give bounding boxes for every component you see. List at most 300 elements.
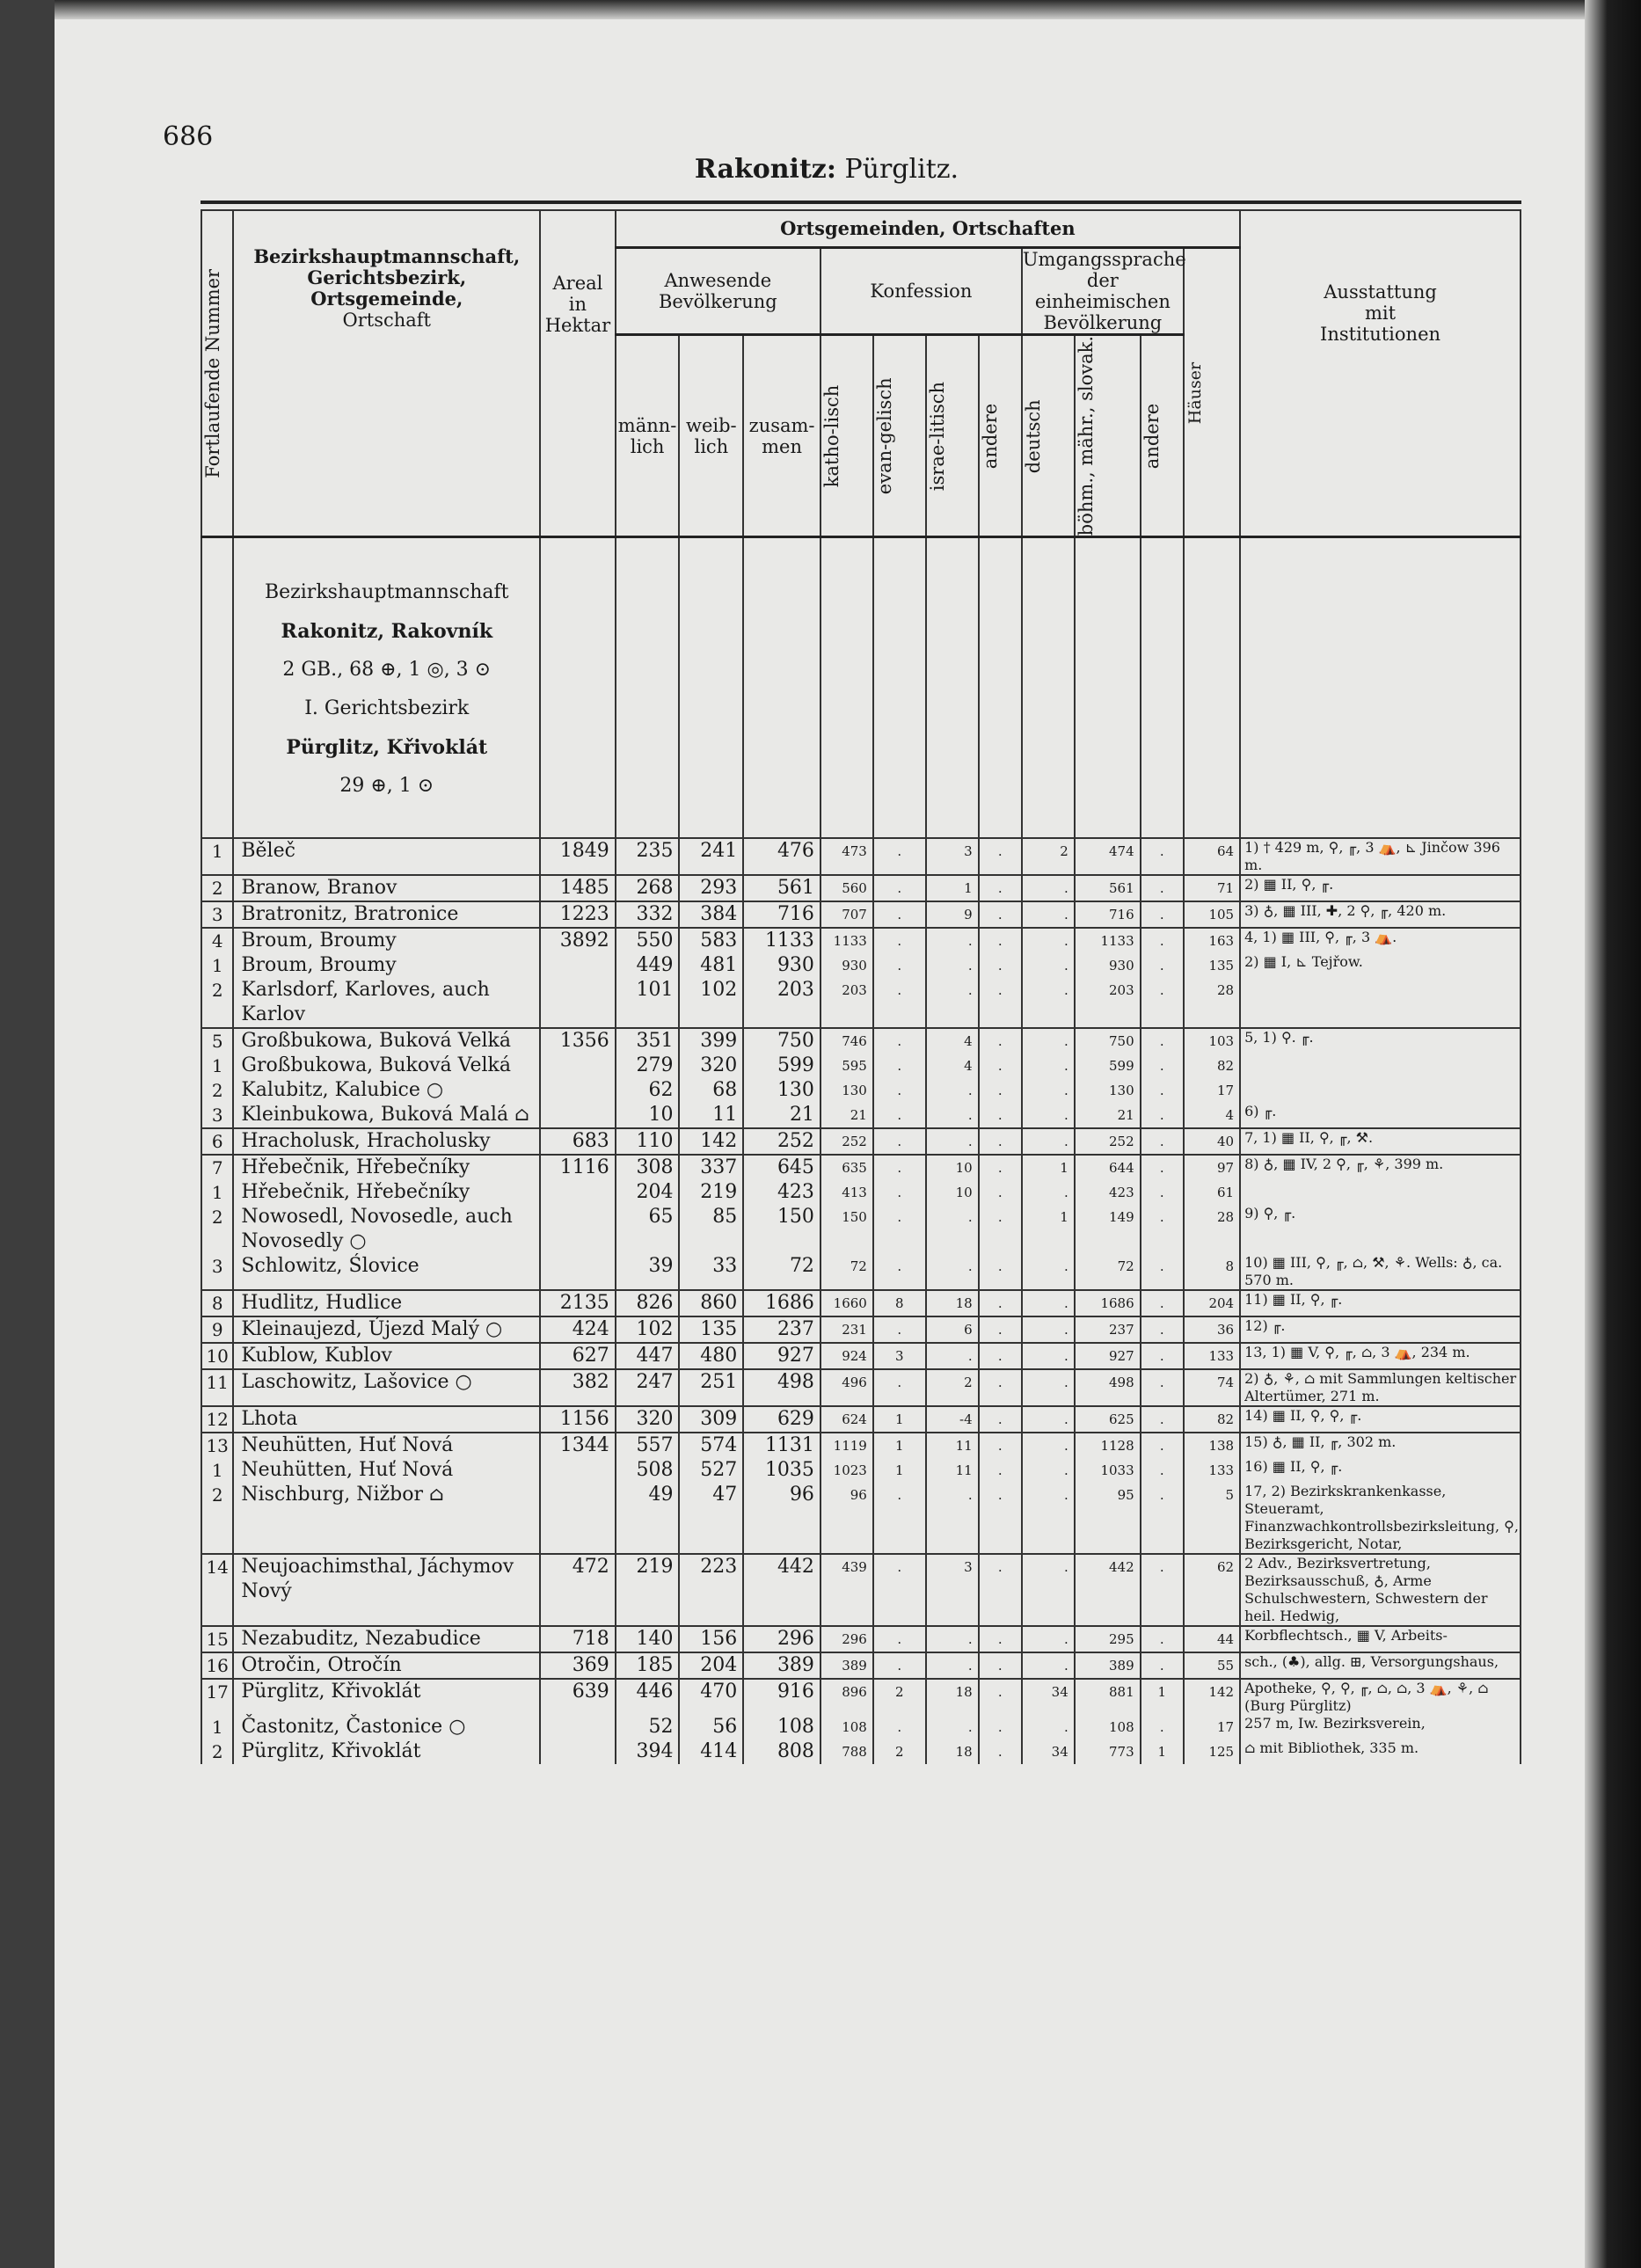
row-israelitisch: .: [926, 1128, 979, 1155]
table-row: [201, 1078, 1521, 1103]
sub-evangelisch: evan-gelisch: [873, 335, 926, 537]
row-institutionen: 7, 1) ▦ II, ⚲, ╓, ⚒.: [1240, 1128, 1521, 1155]
row-institutionen: 257 m, Iw. Bezirksverein,: [1240, 1715, 1521, 1739]
row-number: 2: [201, 1483, 233, 1554]
row-konf-andere: .: [979, 901, 1022, 928]
row-deutsch: 1: [1022, 1155, 1075, 1180]
row-deutsch: .: [1022, 1554, 1075, 1626]
row-name: Schlowitz, Ślovice: [233, 1254, 540, 1290]
row-lang-andere: .: [1141, 1155, 1184, 1180]
row-weiblich: 337: [679, 1155, 743, 1180]
intro-line2: Rakonitz, Rakovník: [281, 620, 493, 644]
row-evangelisch: .: [873, 928, 926, 953]
row-boehmisch: 442: [1075, 1554, 1141, 1626]
row-haeuser: 82: [1184, 1054, 1240, 1078]
row-weiblich: 384: [679, 901, 743, 928]
row-institutionen: 1) † 429 m, ⚲, ╓, 3 ⛺, ⊾ Jinčow 396 m.: [1240, 838, 1521, 875]
row-evangelisch: .: [873, 1652, 926, 1679]
row-areal: 1116: [540, 1155, 616, 1180]
row-lang-andere: .: [1141, 978, 1184, 1028]
running-head-district: Rakonitz:: [694, 154, 836, 185]
row-number: 8: [201, 1290, 233, 1316]
table-row: [201, 1128, 1521, 1155]
row-maennlich: 446: [616, 1679, 680, 1715]
row-haeuser: 5: [1184, 1483, 1240, 1554]
row-areal: 1156: [540, 1406, 616, 1433]
row-evangelisch: 1: [873, 1433, 926, 1458]
row-konf-andere: .: [979, 1739, 1022, 1764]
row-deutsch: .: [1022, 1652, 1075, 1679]
row-haeuser: 82: [1184, 1406, 1240, 1433]
row-maennlich: 332: [616, 901, 680, 928]
row-deutsch: .: [1022, 1054, 1075, 1078]
row-lang-andere: .: [1141, 1205, 1184, 1254]
row-israelitisch: .: [926, 1343, 979, 1369]
row-lang-andere: .: [1141, 1715, 1184, 1739]
row-boehmisch: 130: [1075, 1078, 1141, 1103]
row-haeuser: 4: [1184, 1103, 1240, 1128]
row-lang-andere: .: [1141, 1028, 1184, 1054]
col-inst-line3: Institutionen: [1320, 324, 1441, 345]
row-weiblich: 85: [679, 1205, 743, 1254]
row-maennlich: 49: [616, 1483, 680, 1554]
row-lang-andere: .: [1141, 953, 1184, 978]
row-maennlich: 110: [616, 1128, 680, 1155]
col-areal-header: [540, 210, 616, 537]
table-row: [201, 953, 1521, 978]
row-zusammen: 916: [743, 1679, 820, 1715]
row-katholisch: 635: [820, 1155, 873, 1180]
row-evangelisch: .: [873, 1054, 926, 1078]
row-boehmisch: 773: [1075, 1739, 1141, 1764]
row-name: Otročin, Otročín: [233, 1652, 540, 1679]
umgang-header: [1022, 248, 1184, 335]
row-lang-andere: .: [1141, 1290, 1184, 1316]
row-zusammen: 1131: [743, 1433, 820, 1458]
row-haeuser: 17: [1184, 1715, 1240, 1739]
row-zusammen: 808: [743, 1739, 820, 1764]
row-lang-andere: .: [1141, 1128, 1184, 1155]
col-name-line3: Ortsgemeinde,: [310, 288, 463, 310]
row-name: Nezabuditz, Nezabudice: [233, 1626, 540, 1652]
row-areal: [540, 1180, 616, 1205]
row-maennlich: 320: [616, 1406, 680, 1433]
row-deutsch: 34: [1022, 1679, 1075, 1715]
row-lang-andere: .: [1141, 1483, 1184, 1554]
row-israelitisch: .: [926, 1103, 979, 1128]
row-maennlich: 447: [616, 1343, 680, 1369]
row-weiblich: 399: [679, 1028, 743, 1054]
row-lang-andere: .: [1141, 1652, 1184, 1679]
intro-line3: 2 GB., 68 ⊕, 1 ◎, 3 ⊙: [282, 659, 492, 682]
row-boehmisch: 203: [1075, 978, 1141, 1028]
row-israelitisch: 9: [926, 901, 979, 928]
row-areal: 2135: [540, 1290, 616, 1316]
row-lang-andere: .: [1141, 1626, 1184, 1652]
row-haeuser: 71: [1184, 875, 1240, 901]
row-weiblich: 156: [679, 1626, 743, 1652]
row-zusammen: 150: [743, 1205, 820, 1254]
row-zusammen: 252: [743, 1128, 820, 1155]
row-evangelisch: .: [873, 1626, 926, 1652]
row-weiblich: 56: [679, 1715, 743, 1739]
row-konf-andere: .: [979, 1078, 1022, 1103]
col-areal-line1: Areal: [552, 273, 603, 294]
row-evangelisch: .: [873, 1128, 926, 1155]
row-areal: 424: [540, 1316, 616, 1343]
row-lang-andere: .: [1141, 1254, 1184, 1290]
row-katholisch: 413: [820, 1180, 873, 1205]
row-institutionen: 5, 1) ⚲. ╓.: [1240, 1028, 1521, 1054]
row-institutionen: [1240, 1054, 1521, 1078]
row-evangelisch: .: [873, 838, 926, 875]
row-areal: [540, 978, 616, 1028]
row-evangelisch: .: [873, 1155, 926, 1180]
table-row: [201, 1554, 1521, 1626]
row-boehmisch: 930: [1075, 953, 1141, 978]
row-konf-andere: .: [979, 1554, 1022, 1626]
row-weiblich: 47: [679, 1483, 743, 1554]
row-israelitisch: 4: [926, 1028, 979, 1054]
row-name: Kleinbukowa, Buková Malá ⌂: [233, 1103, 540, 1128]
row-haeuser: 28: [1184, 978, 1240, 1028]
row-name: Kleinaujezd, Újezd Malý ○: [233, 1316, 540, 1343]
row-number: 2: [201, 1739, 233, 1764]
row-evangelisch: .: [873, 1078, 926, 1103]
table-row: [201, 1028, 1521, 1054]
row-weiblich: 219: [679, 1180, 743, 1205]
konfession-label: Konfession: [870, 281, 973, 302]
row-areal: 1344: [540, 1433, 616, 1458]
row-institutionen: 14) ▦ II, ⚲, ⚲, ╓.: [1240, 1406, 1521, 1433]
row-evangelisch: .: [873, 1254, 926, 1290]
row-areal: 639: [540, 1679, 616, 1715]
sub-katholisch: katho-lisch: [820, 335, 873, 537]
table-row: [201, 1715, 1521, 1739]
sub-weiblich: weib-lich: [679, 335, 743, 537]
row-boehmisch: 295: [1075, 1626, 1141, 1652]
row-weiblich: 102: [679, 978, 743, 1028]
row-weiblich: 204: [679, 1652, 743, 1679]
row-konf-andere: .: [979, 1433, 1022, 1458]
row-konf-andere: .: [979, 1128, 1022, 1155]
table-row: [201, 1433, 1521, 1458]
row-deutsch: .: [1022, 1433, 1075, 1458]
row-boehmisch: 927: [1075, 1343, 1141, 1369]
row-zusammen: 237: [743, 1316, 820, 1343]
intro-line6: 29 ⊕, 1 ⊙: [339, 775, 434, 798]
row-lang-andere: .: [1141, 1103, 1184, 1128]
row-zusammen: 930: [743, 953, 820, 978]
row-name: Broum, Broumy: [233, 953, 540, 978]
row-haeuser: 105: [1184, 901, 1240, 928]
row-israelitisch: 18: [926, 1679, 979, 1715]
row-lang-andere: .: [1141, 1180, 1184, 1205]
table-row: [201, 1369, 1521, 1406]
row-haeuser: 135: [1184, 953, 1240, 978]
row-institutionen: 6) ╓.: [1240, 1103, 1521, 1128]
row-name: Karlsdorf, Karloves, auch Karlov: [233, 978, 540, 1028]
row-konf-andere: .: [979, 1205, 1022, 1254]
row-areal: [540, 1715, 616, 1739]
row-lang-andere: .: [1141, 1458, 1184, 1483]
row-weiblich: 481: [679, 953, 743, 978]
row-deutsch: .: [1022, 1078, 1075, 1103]
row-deutsch: .: [1022, 1715, 1075, 1739]
row-evangelisch: .: [873, 978, 926, 1028]
table-row: [201, 978, 1521, 1028]
row-number: 4: [201, 928, 233, 953]
row-zusammen: 1133: [743, 928, 820, 953]
konfession-header: [820, 248, 1022, 335]
row-weiblich: 135: [679, 1316, 743, 1343]
row-konf-andere: .: [979, 1290, 1022, 1316]
row-konf-andere: .: [979, 1028, 1022, 1054]
row-maennlich: 52: [616, 1715, 680, 1739]
sub-boehmisch: böhm., mähr., slovak.: [1075, 335, 1141, 537]
row-maennlich: 235: [616, 838, 680, 875]
row-konf-andere: .: [979, 1103, 1022, 1128]
row-number: 3: [201, 1254, 233, 1290]
row-institutionen: 9) ⚲, ╓.: [1240, 1205, 1521, 1254]
row-lang-andere: .: [1141, 1554, 1184, 1626]
sub-lang-andere: andere: [1141, 335, 1184, 537]
row-name: Častonitz, Častonice ○: [233, 1715, 540, 1739]
row-evangelisch: .: [873, 875, 926, 901]
row-weiblich: 68: [679, 1078, 743, 1103]
row-zusammen: 599: [743, 1054, 820, 1078]
row-number: 16: [201, 1652, 233, 1679]
row-boehmisch: 716: [1075, 901, 1141, 928]
running-head-court: Pürglitz.: [835, 154, 959, 185]
row-name: Neuhütten, Huť Nová: [233, 1458, 540, 1483]
row-deutsch: .: [1022, 1028, 1075, 1054]
row-haeuser: 44: [1184, 1626, 1240, 1652]
row-boehmisch: 1133: [1075, 928, 1141, 953]
row-haeuser: 163: [1184, 928, 1240, 953]
row-haeuser: 103: [1184, 1028, 1240, 1054]
row-number: 1: [201, 1180, 233, 1205]
row-number: 1: [201, 838, 233, 875]
row-israelitisch: 10: [926, 1155, 979, 1180]
row-deutsch: .: [1022, 1316, 1075, 1343]
row-number: 1: [201, 1458, 233, 1483]
row-katholisch: 203: [820, 978, 873, 1028]
row-boehmisch: 95: [1075, 1483, 1141, 1554]
row-deutsch: .: [1022, 928, 1075, 953]
statistics-table: [201, 209, 1521, 1764]
row-deutsch: .: [1022, 1343, 1075, 1369]
row-weiblich: 33: [679, 1254, 743, 1290]
row-haeuser: 28: [1184, 1205, 1240, 1254]
row-weiblich: 860: [679, 1290, 743, 1316]
row-areal: 369: [540, 1652, 616, 1679]
row-israelitisch: .: [926, 928, 979, 953]
row-name: Laschowitz, Lašovice ○: [233, 1369, 540, 1406]
row-zusammen: 645: [743, 1155, 820, 1180]
col-inst-line2: mit: [1365, 303, 1397, 324]
row-lang-andere: .: [1141, 1078, 1184, 1103]
row-number: 2: [201, 1078, 233, 1103]
row-haeuser: 125: [1184, 1739, 1240, 1764]
row-katholisch: 231: [820, 1316, 873, 1343]
row-lang-andere: .: [1141, 1406, 1184, 1433]
row-lang-andere: .: [1141, 838, 1184, 875]
row-name: Hřebečnik, Hřebečníky: [233, 1180, 540, 1205]
row-areal: [540, 1254, 616, 1290]
row-deutsch: .: [1022, 1626, 1075, 1652]
row-areal: [540, 1205, 616, 1254]
table-row: [201, 1155, 1521, 1180]
table-row: [201, 1205, 1521, 1254]
row-lang-andere: 1: [1141, 1739, 1184, 1764]
umgang-line1: Umgangssprache: [1022, 249, 1186, 270]
row-deutsch: .: [1022, 1483, 1075, 1554]
row-number: 2: [201, 875, 233, 901]
row-number: 11: [201, 1369, 233, 1406]
row-zusammen: 1035: [743, 1458, 820, 1483]
row-zusammen: 561: [743, 875, 820, 901]
row-katholisch: 130: [820, 1078, 873, 1103]
umgang-line3: Bevölkerung: [1043, 312, 1163, 333]
row-konf-andere: .: [979, 1155, 1022, 1180]
row-deutsch: .: [1022, 953, 1075, 978]
row-israelitisch: 4: [926, 1054, 979, 1078]
row-katholisch: 473: [820, 838, 873, 875]
row-maennlich: 826: [616, 1290, 680, 1316]
sub-israelitisch: israe-litisch: [926, 335, 979, 537]
row-konf-andere: .: [979, 1679, 1022, 1715]
row-maennlich: 140: [616, 1626, 680, 1652]
row-evangelisch: .: [873, 1028, 926, 1054]
row-areal: 472: [540, 1554, 616, 1626]
row-maennlich: 62: [616, 1078, 680, 1103]
row-boehmisch: 21: [1075, 1103, 1141, 1128]
col-haeuser-header: Häuser: [1184, 248, 1240, 537]
row-number: 12: [201, 1406, 233, 1433]
row-katholisch: 1660: [820, 1290, 873, 1316]
col-name-line4: Ortschaft: [342, 310, 431, 331]
row-name: Lhota: [233, 1406, 540, 1433]
row-maennlich: 65: [616, 1205, 680, 1254]
row-israelitisch: .: [926, 953, 979, 978]
row-institutionen: 15) ♁, ▦ II, ╓, 302 m.: [1240, 1433, 1521, 1458]
row-institutionen: 4, 1) ▦ III, ⚲, ╓, 3 ⛺.: [1240, 928, 1521, 953]
row-zusammen: 389: [743, 1652, 820, 1679]
row-haeuser: 74: [1184, 1369, 1240, 1406]
row-katholisch: 746: [820, 1028, 873, 1054]
row-zusammen: 21: [743, 1103, 820, 1128]
row-konf-andere: .: [979, 1254, 1022, 1290]
row-zusammen: 130: [743, 1078, 820, 1103]
row-number: 5: [201, 1028, 233, 1054]
row-boehmisch: 149: [1075, 1205, 1141, 1254]
table-head: [201, 210, 1521, 537]
row-konf-andere: .: [979, 875, 1022, 901]
row-name: Hracholusk, Hracholusky: [233, 1128, 540, 1155]
row-institutionen: 13, 1) ▦ V, ⚲, ╓, ⌂, 3 ⛺, 234 m.: [1240, 1343, 1521, 1369]
row-maennlich: 102: [616, 1316, 680, 1343]
row-konf-andere: .: [979, 1458, 1022, 1483]
row-haeuser: 64: [1184, 838, 1240, 875]
table-row: [201, 1626, 1521, 1652]
row-evangelisch: 1: [873, 1458, 926, 1483]
row-deutsch: 2: [1022, 838, 1075, 875]
row-lang-andere: .: [1141, 1433, 1184, 1458]
row-boehmisch: 72: [1075, 1254, 1141, 1290]
row-boehmisch: 498: [1075, 1369, 1141, 1406]
row-number: 10: [201, 1343, 233, 1369]
table-row: [201, 1290, 1521, 1316]
row-katholisch: 595: [820, 1054, 873, 1078]
row-boehmisch: 108: [1075, 1715, 1141, 1739]
row-evangelisch: .: [873, 1316, 926, 1343]
row-weiblich: 223: [679, 1554, 743, 1626]
row-israelitisch: 11: [926, 1458, 979, 1483]
row-areal: 683: [540, 1128, 616, 1155]
row-katholisch: 150: [820, 1205, 873, 1254]
row-name: Nischburg, Nižbor ⌂: [233, 1483, 540, 1554]
row-konf-andere: .: [979, 1483, 1022, 1554]
row-institutionen: 11) ▦ II, ⚲, ╓.: [1240, 1290, 1521, 1316]
row-areal: [540, 1054, 616, 1078]
row-weiblich: 241: [679, 838, 743, 875]
row-katholisch: 252: [820, 1128, 873, 1155]
row-number: 13: [201, 1433, 233, 1458]
sub-maennlich: männ-lich: [616, 335, 680, 537]
row-evangelisch: .: [873, 1103, 926, 1128]
row-haeuser: 40: [1184, 1128, 1240, 1155]
row-haeuser: 97: [1184, 1155, 1240, 1180]
row-weiblich: 574: [679, 1433, 743, 1458]
table-row: [201, 1180, 1521, 1205]
row-weiblich: 470: [679, 1679, 743, 1715]
row-deutsch: .: [1022, 1290, 1075, 1316]
row-evangelisch: 1: [873, 1406, 926, 1433]
intro-line1: Bezirkshauptmannschaft: [264, 581, 509, 604]
row-katholisch: 896: [820, 1679, 873, 1715]
row-number: 2: [201, 978, 233, 1028]
row-deutsch: .: [1022, 1128, 1075, 1155]
sub-konf-andere: andere: [979, 335, 1022, 537]
row-areal: [540, 1078, 616, 1103]
row-lang-andere: .: [1141, 875, 1184, 901]
table-row: [201, 1254, 1521, 1290]
row-katholisch: 560: [820, 875, 873, 901]
row-konf-andere: .: [979, 1626, 1022, 1652]
row-evangelisch: .: [873, 1205, 926, 1254]
row-haeuser: 8: [1184, 1254, 1240, 1290]
row-weiblich: 414: [679, 1739, 743, 1764]
row-zusammen: 442: [743, 1554, 820, 1626]
row-areal: 1485: [540, 875, 616, 901]
row-maennlich: 508: [616, 1458, 680, 1483]
row-konf-andere: .: [979, 1343, 1022, 1369]
col-inst-line1: Ausstattung: [1324, 281, 1437, 303]
row-israelitisch: .: [926, 1715, 979, 1739]
row-number: 15: [201, 1626, 233, 1652]
row-institutionen: 12) ╓.: [1240, 1316, 1521, 1343]
row-israelitisch: 6: [926, 1316, 979, 1343]
row-konf-andere: .: [979, 1180, 1022, 1205]
row-katholisch: 72: [820, 1254, 873, 1290]
row-israelitisch: 11: [926, 1433, 979, 1458]
row-deutsch: .: [1022, 1103, 1075, 1128]
row-institutionen: 17, 2) Bezirkskrankenkasse, Steueramt, Finanzwachkontrollsbezirksleitung, ⚲, Bezirksgericht, Notar,: [1240, 1483, 1521, 1554]
row-weiblich: 320: [679, 1054, 743, 1078]
row-konf-andere: .: [979, 953, 1022, 978]
row-boehmisch: 423: [1075, 1180, 1141, 1205]
